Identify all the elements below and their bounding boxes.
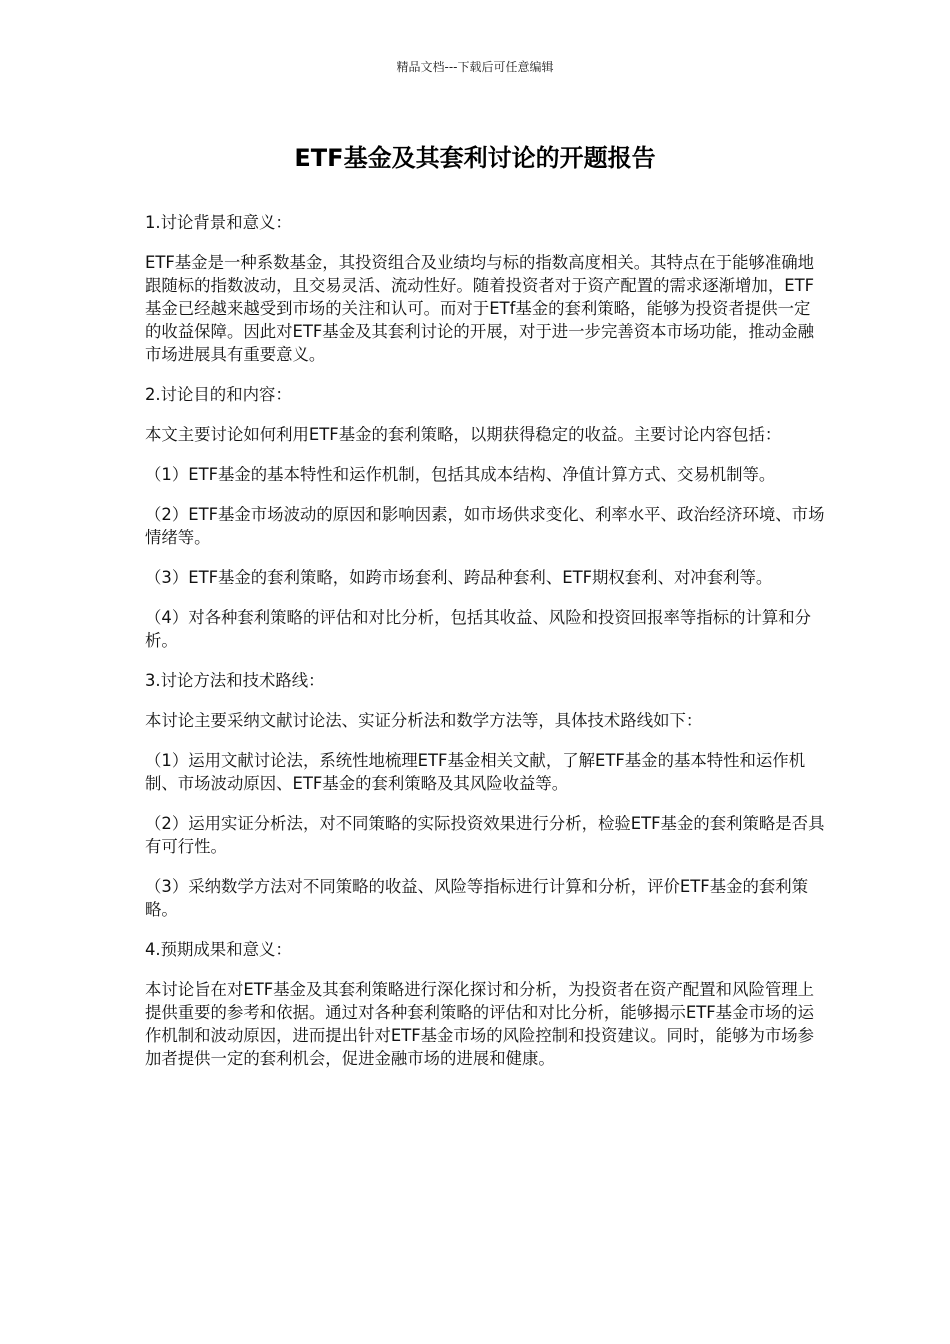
section-4-heading: 4.预期成果和意义： — [145, 940, 292, 959]
document-body — [145, 211, 825, 1087]
section-3-item: （1）运用文献讨论法，系统性地梳理ETF基金相关文献，了解ETF基金的基本特性和运作机制、市场波动原因、ETF基金的套利策略及其风险收益等。 — [145, 751, 806, 793]
section-2-item: （4）对各种套利策略的评估和对比分析，包括其收益、风险和投资回报率等指标的计算和分析。 — [145, 608, 812, 650]
section-2-intro: 本文主要讨论如何利用ETF基金的套利策略，以期获得稳定的收益。主要讨论内容包括： — [145, 425, 782, 444]
section-3-item: （2）运用实证分析法，对不同策略的实际投资效果进行分析，检验ETF基金的套利策略是否具有可行性。 — [145, 814, 825, 856]
section-1-heading: 1.讨论背景和意义： — [145, 213, 292, 232]
section-4-paragraph: 本讨论旨在对ETF基金及其套利策略进行深化探讨和分析，为投资者在资产配置和风险管理上提供重要的参考和依据。通过对各种套利策略的评估和对比分析，能够揭示ETF基金市场的运作机制和波动原因，进而提出针对ETF基金市场的风险控制和投资建议。同时，能够为市场参加者提供一定的套利机会，促进金融市场的进展和健康。 — [145, 980, 815, 1068]
section-2-item: （3）ETF基金的套利策略，如跨市场套利、跨品种套利、ETF期权套利、对冲套利等。 — [145, 568, 773, 587]
section-3-heading: 3.讨论方法和技术路线： — [145, 671, 325, 690]
section-2-heading: 2.讨论目的和内容： — [145, 385, 292, 404]
section-2-item: （2）ETF基金市场波动的原因和影响因素，如市场供求变化、利率水平、政治经济环境、市场情绪等。 — [145, 505, 825, 547]
section-2-item: （1）ETF基金的基本特性和运作机制，包括其成本结构、净值计算方式、交易机制等。 — [145, 465, 776, 484]
page-header: 精品文档---下载后可任意编辑 — [396, 60, 554, 74]
document-title: ETF基金及其套利讨论的开题报告 — [294, 144, 656, 172]
section-3-item: （3）采纳数学方法对不同策略的收益、风险等指标进行计算和分析，评价ETF基金的套利策略。 — [145, 877, 809, 919]
section-3-intro: 本讨论主要采纳文献讨论法、实证分析法和数学方法等，具体技术路线如下： — [145, 711, 703, 730]
section-1-paragraph: ETF基金是一种系数基金，其投资组合及业绩均与标的指数高度相关。其特点在于能够准确地跟随标的指数波动，且交易灵活、流动性好。随着投资者对于资产配置的需求逐渐增加，ETF基金已经越来越受到市场的关注和认可。而对于ETf基金的套利策略，能够为投资者提供一定的收益保障。因此对ETF基金及其套利讨论的开展，对于进一步完善资本市场功能，推动金融市场进展具有重要意义。 — [145, 253, 815, 364]
